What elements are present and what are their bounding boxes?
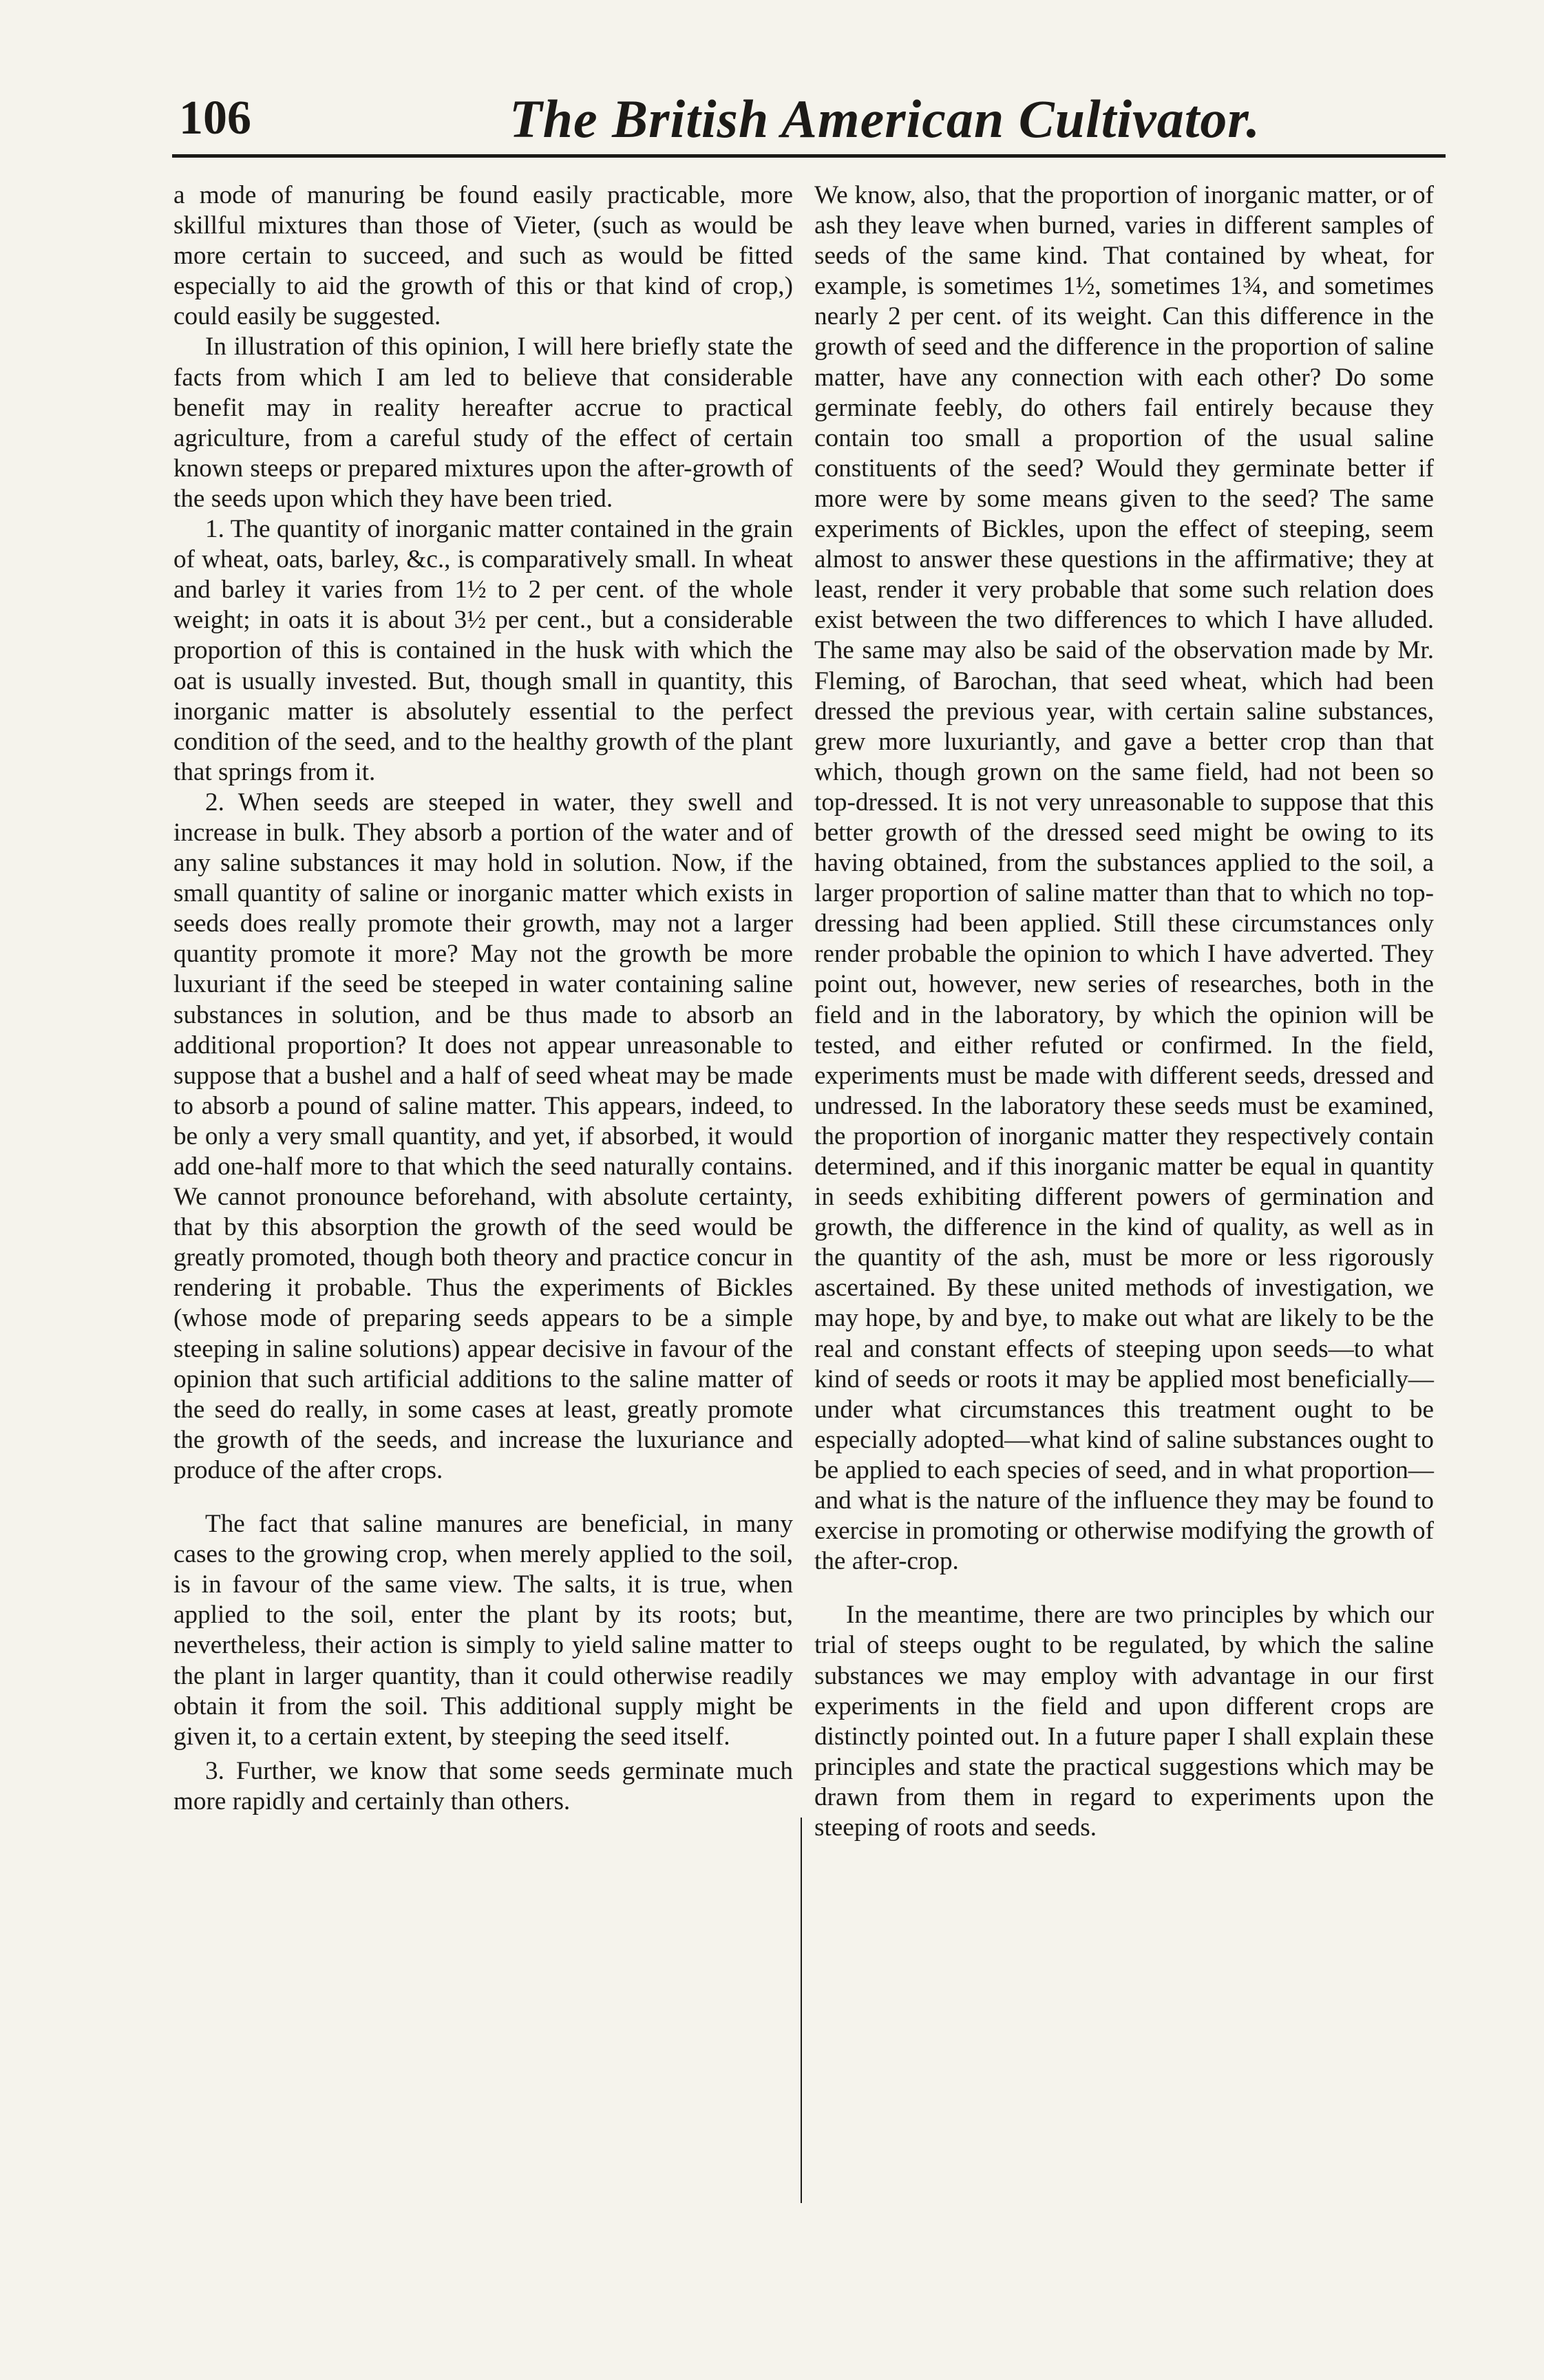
page-number: 106 <box>179 92 251 145</box>
paragraph: 1. The quantity of inorganic matter contained in the grain of wheat, oats, barley, &c., is comparatively small. In wheat and barley it varies from 1½ to 2 per cent. of the whole weight; in oats it is about 3½ per cent., but a considerable proportion of this is contained in the husk with which the oat is usually invested. But, though small in quantity, this inorganic matter is absolutely essential to the perfect condition of the seed, and to the healthy growth of the plant that springs from it. <box>173 515 793 786</box>
left-column <box>173 180 793 1817</box>
paragraph: In illustration of this opinion, I will here briefly state the facts from which I am led to believe that considerable benefit may in reality hereafter accrue to practical agriculture, from a careful study of the effect of certain known steeps or prepared mixtures upon the after-growth of the seeds upon which they have been tried. <box>173 333 793 513</box>
header-rule <box>172 154 1446 158</box>
paragraph: 2. When seeds are steeped in water, they swell and increase in bulk. They absorb a portion of the water and of any saline substances it may hold in solution. Now, if the small quantity of saline or inorganic matter which exists in seeds does really promote their growth, may not a larger quantity promote it more? May not the growth be more luxuriant if the seed be steeped in water containing saline substances in solution, and be thus made to absorb an additional proportion? It does not appear unreasonable to suppose that a bushel and a half of seed wheat may be made to absorb a pound of saline matter. This appears, indeed, to be only a very small quantity, and yet, if absorbed, it would add one-half more to that which the seed naturally contains. We cannot pronounce beforehand, with absolute certainty, that by this absorption the growth of the seed would be greatly promoted, though both theory and practice concur in rendering it probable. Thus the experiments of Bickles (whose mode of preparing seeds appears to be a simple steeping in saline solutions) appear decisive in favour of the opinion that such artificial additions to the saline matter of the seed do really, in some cases at least, greatly promote the growth of the seeds, and increase the luxuriance and produce of the after crops. <box>173 788 793 1484</box>
paragraph: 3. Further, we know that some seeds germinate much more rapidly and certainly than others. <box>173 1756 793 1815</box>
paragraph: a mode of manuring be found easily practicable, more skillful mixtures than those of Vieter, (such as would be more certain to succeed, and such as would be fitted especially to aid the growth of this or that kind of crop,) could easily be suggested. <box>173 181 793 331</box>
column-divider <box>801 1818 802 2203</box>
page-header <box>172 76 1446 151</box>
paragraph: In the meantime, there are two principles by which our trial of steeps ought to be regulated, by which the saline substances we may employ with advantage in our first experiments in the field and upon different crops are distinctly pointed out. In a future paper I shall explain these principles and state the practical suggestions which may be drawn from them in regard to experiments upon the steeping of roots and seeds. <box>814 1601 1434 1842</box>
paragraph: We know, also, that the proportion of inorganic matter, or of ash they leave when burned, varies in different samples of seeds of the same kind. That contained by wheat, for example, is sometimes 1½, sometimes 1¾, and sometimes nearly 2 per cent. of its weight. Can this difference in the growth of seed and the difference in the proportion of saline matter, have any connection with each other? Do some germinate feebly, do others fail entirely because they contain too small a proportion of the usual saline constituents of the seed? Would they germinate better if more were by some means given to the seed? The same experiments of Bickles, upon the effect of steeping, seem almost to answer these questions in the affirmative; they at least, render it very probable that some such relation does exist between the two differences to which I have alluded. The same may also be said of the observation made by Mr. Fleming, of Barochan, that seed wheat, which had been dressed the previous year, with certain saline substances, grew more luxuriantly, and gave a better crop than that which, though grown on the same field, had not been so top-dressed. It is not very unreasonable to suppose that this better growth of the dressed seed might be owing to its having obtained, from the substances applied to the soil, a larger proportion of saline matter than that to which no top-dressing had been applied. Still these circumstances only render probable the opinion to which I have adverted. They point out, however, new series of researches, both in the field and in the laboratory, by which the opinion will be tested, and either refuted or confirmed. In the field, experiments must be made with different seeds, dressed and undressed. In the laboratory these seeds must be examined, the proportion of inorganic matter they respectively contain determined, and if this inorganic matter be equal in quantity in seeds exhibiting different powers of germination and growth, the difference in the kind of quality, as well as in the quantity of the ash, must be more or less rigorously ascertained. By these united methods of investigation, we may hope, by and bye, to make out what are likely to be the real and constant effects of steeping upon seeds—to what kind of seeds or roots it may be applied most beneficially—under what circumstances this treatment ought to be especially adopted—what kind of saline substances ought to be applied to each species of seed, and in what proportion—and what is the nature of the influence they may be found to exercise in promoting or otherwise modifying the growth of the after-crop. <box>814 181 1434 1576</box>
running-title: The British American Cultivator. <box>509 89 1260 149</box>
paragraph: The fact that saline manures are beneficial, in many cases to the growing crop, when merely applied to the soil, is in favour of the same view. The salts, it is true, when applied to the soil, enter the plant by its roots; but, nevertheless, their action is simply to yield saline matter to the plant in larger quantity, than it could otherwise readily obtain it from the soil. This additional supply might be given it, to a certain extent, by steeping the seed itself. <box>173 1510 793 1751</box>
right-column <box>814 180 1434 1843</box>
